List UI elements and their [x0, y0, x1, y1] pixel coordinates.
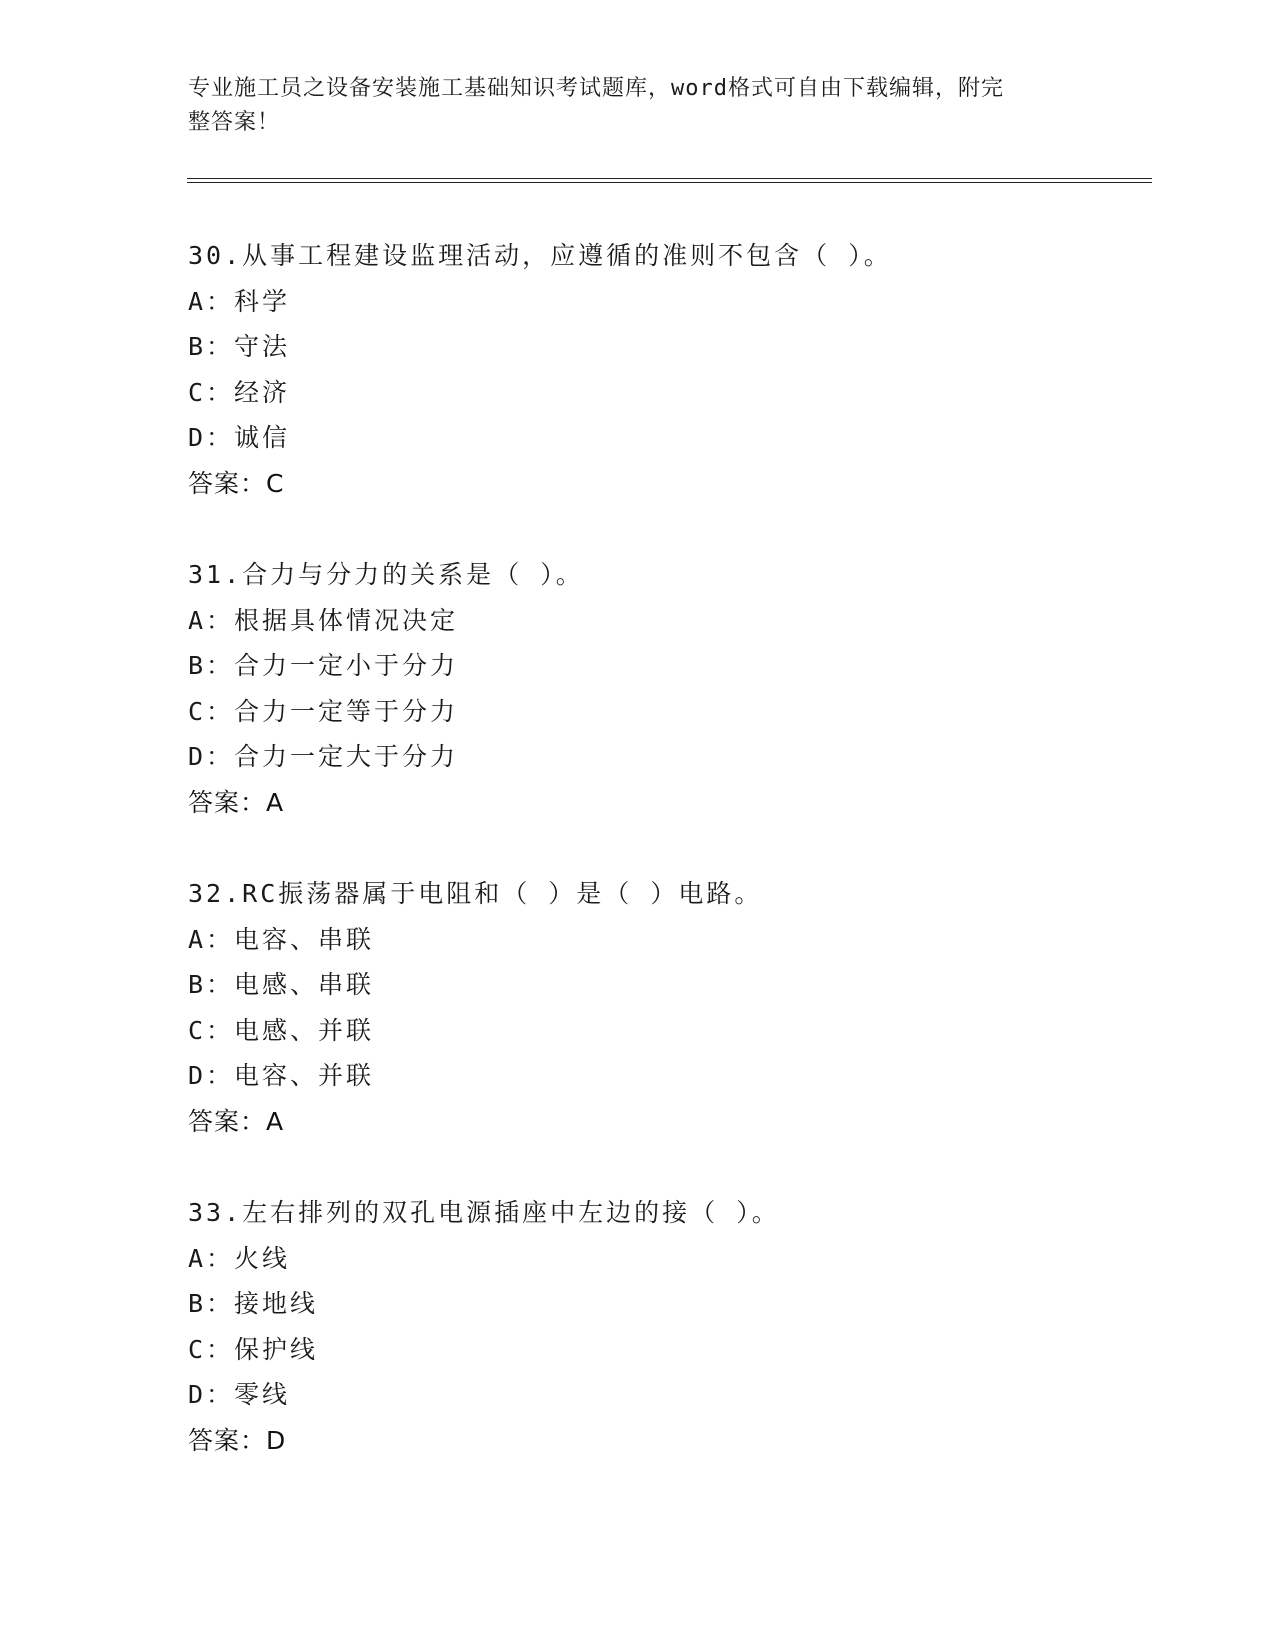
option-b: B：接地线	[188, 1289, 319, 1318]
answer-line: 答案：D	[188, 1425, 287, 1455]
answer-line: 答案：A	[188, 1106, 285, 1136]
option-a: A：电容、串联	[188, 924, 375, 954]
option-b: B：合力一定小于分力	[188, 651, 459, 680]
option-d: D：诚信	[188, 423, 291, 452]
option-c: C：保护线	[188, 1334, 319, 1364]
option-a: A：根据具体情况决定	[188, 605, 459, 635]
question-30	[188, 233, 892, 506]
header-line-2: 整答案！	[188, 110, 281, 135]
question-31	[188, 552, 584, 825]
option-d: D：合力一定大于分力	[188, 742, 459, 771]
question-32	[188, 871, 762, 1144]
question-stem: 30.从事工程建设监理活动，应遵循的准则不包含（ ）。	[188, 241, 892, 270]
question-stem: 32.RC振荡器属于电阻和（ ）是（ ）电路。	[188, 879, 763, 908]
option-c: C：合力一定等于分力	[188, 696, 459, 726]
question-33	[188, 1190, 780, 1463]
answer-line: 答案：A	[188, 787, 285, 817]
question-stem: 33.左右排列的双孔电源插座中左边的接（ ）。	[188, 1198, 780, 1227]
option-d: D：零线	[188, 1380, 291, 1409]
option-d: D：电容、并联	[188, 1061, 375, 1090]
option-c: C：电感、并联	[188, 1015, 375, 1045]
option-b: B：守法	[188, 332, 291, 361]
option-b: B：电感、串联	[188, 970, 375, 999]
header-divider-top	[187, 178, 1152, 179]
page-header	[188, 72, 1068, 140]
option-c: C：经济	[188, 377, 291, 407]
header-line-1: 专业施工员之设备安装施工基础知识考试题库，word格式可自由下载编辑，附完	[188, 76, 1004, 101]
answer-line: 答案：C	[188, 468, 285, 498]
option-a: A：火线	[188, 1243, 291, 1273]
question-stem: 31.合力与分力的关系是（ ）。	[188, 560, 584, 589]
option-a: A：科学	[188, 286, 291, 316]
header-divider-bottom	[187, 182, 1152, 183]
